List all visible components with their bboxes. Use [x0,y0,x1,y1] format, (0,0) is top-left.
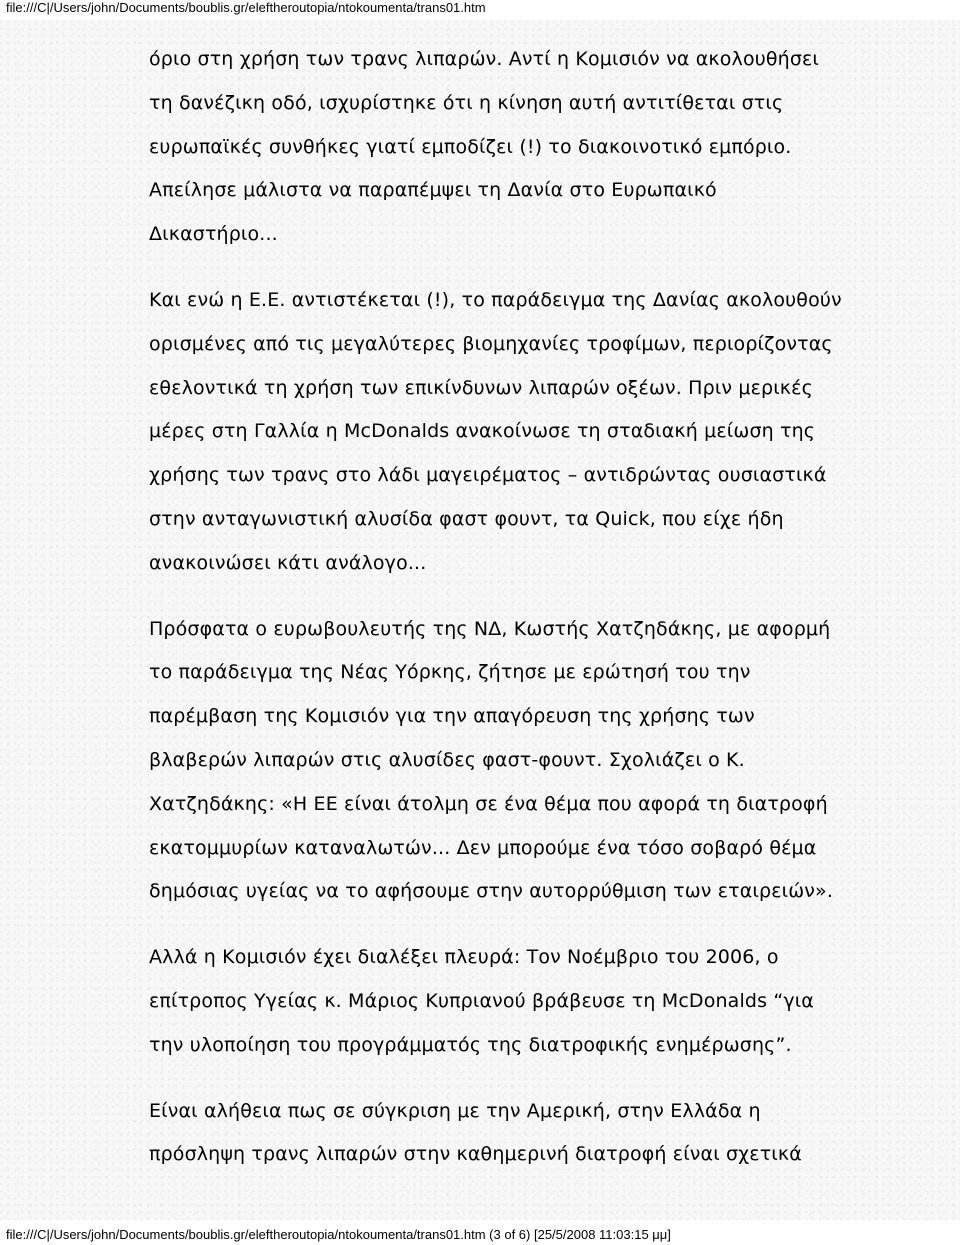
paragraph-2: Και ενώ η Ε.Ε. αντιστέκεται (!), το παράδειγμα της Δανίας ακολουθούν ορισμένες από τις μεγαλύτερες βιομηχανίες τροφίμων, περιορίζοντας εθελοντικά τη χρήση των επικίνδυνων λιπαρών οξέων. Πριν μερικές μέρες στη Γαλλία η McDonalds ανακοίνωσε τη σταδιακή μείωση της χρήσης των τρανς στο λάδι μαγειρέματος – αντιδρώντας ουσιαστικά στην ανταγωνιστική αλυσίδα φαστ φουντ, τα Quick, που είχε ήδη ανακοινώσει κάτι ανάλογο... [149,288,842,574]
page-url-footer: file:///C|/Users/john/Documents/boublis.gr/eleftheroutopia/ntokoumenta/trans01.htm (3 of 6) [25/5/2008 11:03:15 μμ] [6,1227,671,1242]
paragraph-5: Είναι αλήθεια πως σε σύγκριση με την Αμερική, στην Ελλάδα η πρόσληψη τρανς λιπαρών στην καθημερινή διατροφή είναι σχετικά [149,1099,802,1166]
paragraph-3: Πρόσφατα ο ευρωβουλευτής της ΝΔ, Κωστής Χατζηδάκης, με αφορμή το παράδειγμα της Νέας Υόρκης, ζήτησε με ερώτησή του την παρέμβαση της Κομισιόν για την απαγόρευση της χρήσης των βλαβερών λιπαρών στις αλυσίδες φαστ-φουντ. Σχολιάζει ο Κ. Χατζηδάκης: «Η ΕΕ είναι άτολμη σε ένα θέμα που αφορά τη διατροφή εκατομμυρίων καταναλωτών... Δεν μπορούμε ένα τόσο σοβαρό θέμα δημόσιας υγείας να το αφήσουμε στην αυτορρύθμιση των εταιρειών». [149,617,834,903]
page-url-header: file:///C|/Users/john/Documents/boublis.gr/eleftheroutopia/ntokoumenta/trans01.htm [6,0,486,15]
paragraph-1: όριο στη χρήση των τρανς λιπαρών. Αντί η Κομισιόν να ακολουθήσει τη δανέζικη οδό, ισχυρίστηκε ότι η κίνηση αυτή αντιτίθεται στις ευρωπαϊκές συνθήκες γιατί εμποδίζει (!) το διακοινοτικό εμπόριο. Απείλησε μάλιστα να παραπέμψει τη Δανία στο Ευρωπαικό Δικαστήριο... [149,48,820,246]
article-body [149,38,939,1199]
paragraph-4: Αλλά η Κομισιόν έχει διαλέξει πλευρά: Τον Νοέμβριο του 2006, ο επίτροπος Υγείας κ. Μάριος Κυπριανού βράβευσε τη McDonalds “για την υλοποίηση του προγράμματός της διατροφικής ενημέρωσης”. [149,946,814,1056]
